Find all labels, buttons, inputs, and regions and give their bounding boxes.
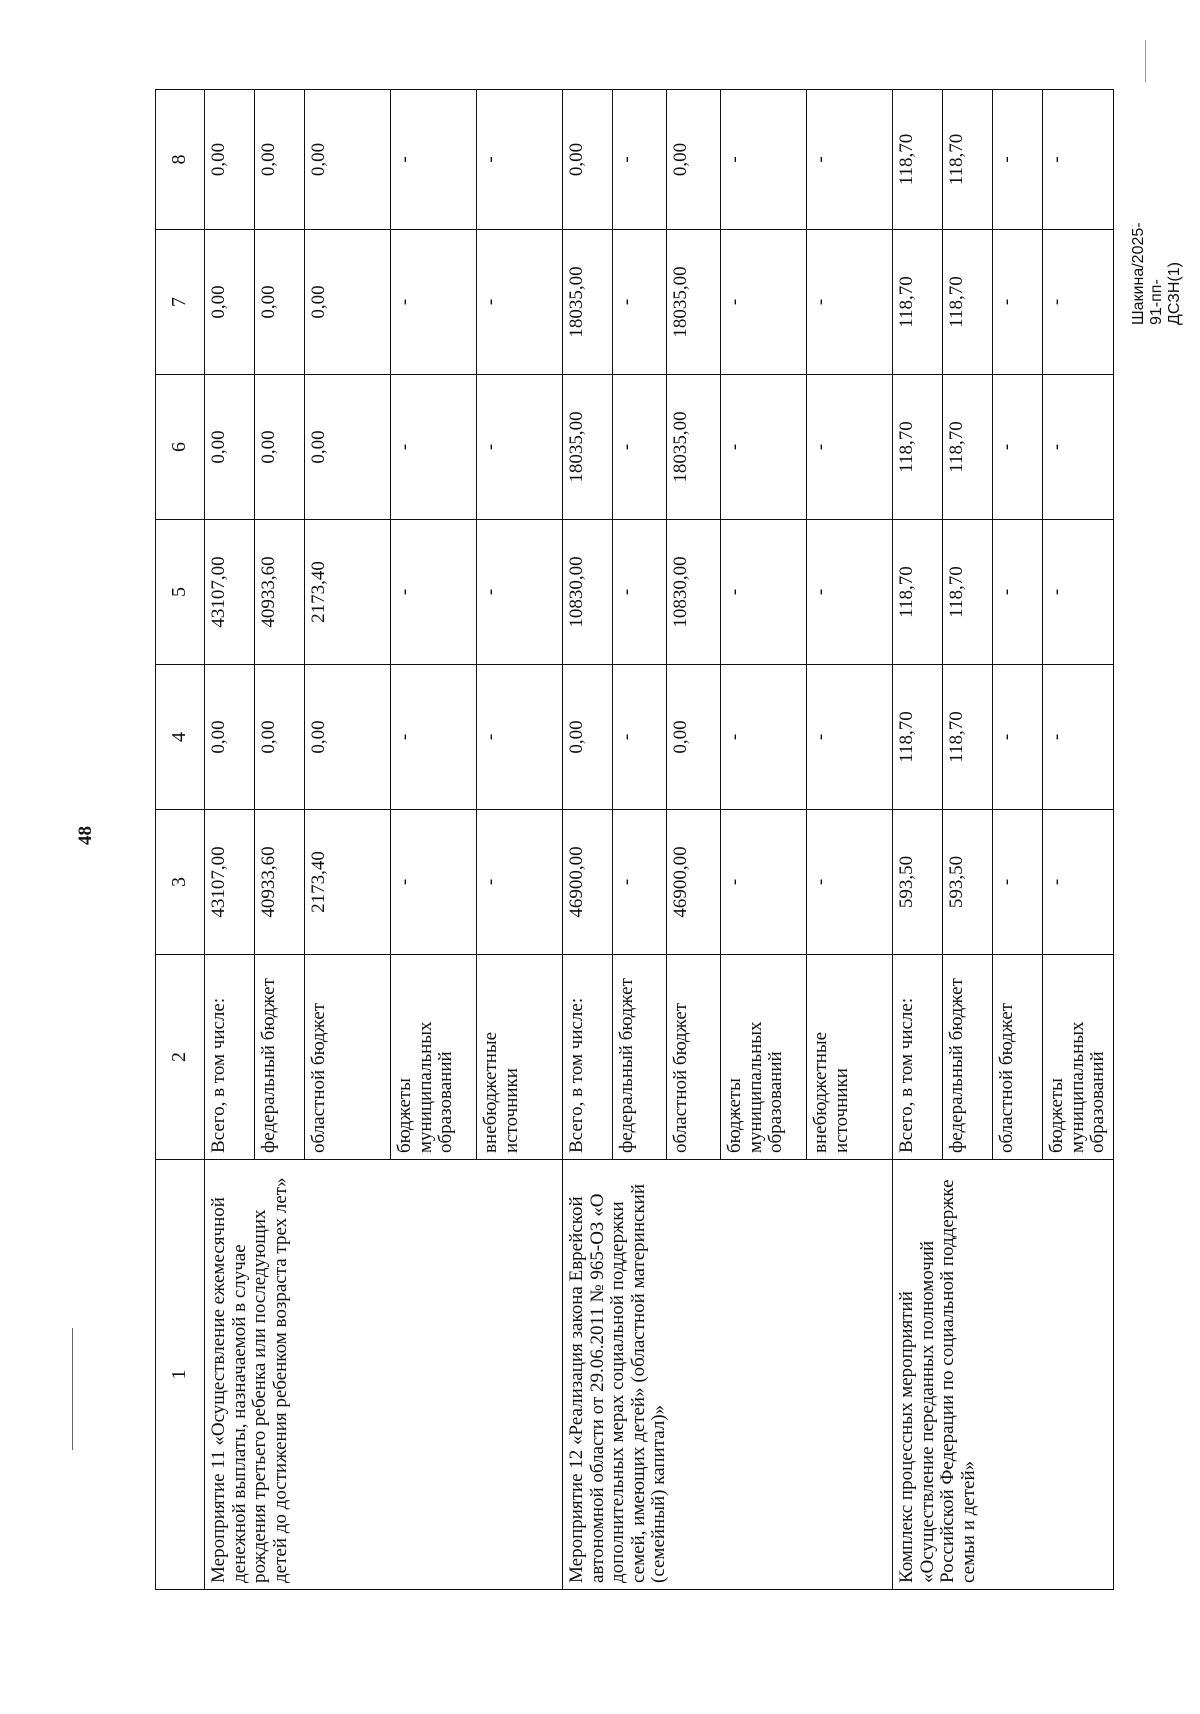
value-cell: 2173,40 <box>305 520 391 665</box>
table-row <box>563 90 613 1590</box>
value-cell: - <box>721 810 807 955</box>
value-cell: 118,70 <box>943 90 993 230</box>
value-cell: 10830,00 <box>667 520 721 665</box>
value-cell: - <box>613 810 667 955</box>
funding-source-cell: бюджеты муниципальных образований <box>1043 955 1114 1160</box>
value-cell: - <box>993 810 1043 955</box>
funding-source-cell: бюджеты муниципальных образований <box>721 955 807 1160</box>
value-cell: 46900,00 <box>563 810 613 955</box>
value-cell: - <box>993 520 1043 665</box>
value-cell: 593,50 <box>943 810 993 955</box>
measure-title-cell: Мероприятие 12 «Реализация закона Еврейской автономной области от 29.06.2011 № 965-ОЗ «О дополнительных мерах социальной поддержки семей, имеющих детей» (областной материнский (семейный) капитал)» <box>563 1160 893 1590</box>
header-cell: 5 <box>156 520 205 665</box>
value-cell: 0,00 <box>667 665 721 810</box>
funding-source-cell: внебюджетные источники <box>807 955 893 1160</box>
funding-source-cell: Всего, в том числе: <box>205 955 255 1160</box>
value-cell: - <box>391 90 477 230</box>
header-cell: 7 <box>156 230 205 375</box>
value-cell: - <box>613 230 667 375</box>
header-cell: 1 <box>156 1160 205 1590</box>
value-cell: 0,00 <box>205 665 255 810</box>
value-cell: - <box>477 520 563 665</box>
value-cell: - <box>477 810 563 955</box>
header-cell: 2 <box>156 955 205 1160</box>
value-cell: 46900,00 <box>667 810 721 955</box>
funding-source-cell: областной бюджет <box>993 955 1043 1160</box>
value-cell: - <box>391 230 477 375</box>
funding-source-cell: областной бюджет <box>305 955 391 1160</box>
value-cell: - <box>477 665 563 810</box>
header-cell: 6 <box>156 375 205 520</box>
scan-artifact-line <box>72 1328 73 1450</box>
header-cell: 3 <box>156 810 205 955</box>
value-cell: 118,70 <box>943 520 993 665</box>
value-cell: - <box>807 90 893 230</box>
value-cell: 0,00 <box>305 230 391 375</box>
value-cell: 43107,00 <box>205 520 255 665</box>
value-cell: 118,70 <box>943 230 993 375</box>
table-header-row <box>156 90 205 1590</box>
value-cell: - <box>721 90 807 230</box>
value-cell: 118,70 <box>893 90 943 230</box>
scan-artifact-line <box>1145 40 1146 82</box>
value-cell: - <box>807 375 893 520</box>
value-cell: 18035,00 <box>563 375 613 520</box>
value-cell: - <box>807 230 893 375</box>
value-cell: - <box>1043 375 1114 520</box>
document-code: Шакина/2025-91-пп-ДСЗН(1) <box>1130 222 1183 325</box>
funding-source-cell: Всего, в том числе: <box>893 955 943 1160</box>
value-cell: - <box>477 375 563 520</box>
table-row <box>893 90 943 1590</box>
table-container <box>155 90 1109 1590</box>
value-cell: - <box>721 665 807 810</box>
value-cell: - <box>1043 520 1114 665</box>
value-cell: - <box>477 90 563 230</box>
funding-source-cell: бюджеты муниципальных образований <box>391 955 477 1160</box>
measure-title-cell: Мероприятие 11 «Осуществление ежемесячной денежной выплаты, назначаемой в случае рождения третьего ребенка или последующих детей до достижения ребенком возраста трех лет» <box>205 1160 563 1590</box>
value-cell: 18035,00 <box>667 375 721 520</box>
value-cell: 40933,60 <box>255 520 305 665</box>
page-number: 48 <box>75 826 96 845</box>
value-cell: 0,00 <box>305 665 391 810</box>
value-cell: - <box>391 375 477 520</box>
funding-source-cell: Всего, в том числе: <box>563 955 613 1160</box>
value-cell: 18035,00 <box>667 230 721 375</box>
header-cell: 4 <box>156 665 205 810</box>
value-cell: - <box>721 230 807 375</box>
funding-source-cell: федеральный бюджет <box>613 955 667 1160</box>
funding-source-cell: федеральный бюджет <box>255 955 305 1160</box>
funding-source-cell: областной бюджет <box>667 955 721 1160</box>
value-cell: 118,70 <box>893 375 943 520</box>
value-cell: - <box>391 665 477 810</box>
value-cell: 118,70 <box>943 375 993 520</box>
value-cell: - <box>613 665 667 810</box>
value-cell: 0,00 <box>205 90 255 230</box>
value-cell: - <box>1043 230 1114 375</box>
value-cell: 593,50 <box>893 810 943 955</box>
value-cell: - <box>477 230 563 375</box>
value-cell: - <box>807 665 893 810</box>
value-cell: - <box>721 375 807 520</box>
value-cell: - <box>391 520 477 665</box>
value-cell: - <box>993 230 1043 375</box>
value-cell: - <box>1043 810 1114 955</box>
value-cell: - <box>807 520 893 665</box>
value-cell: 0,00 <box>205 375 255 520</box>
value-cell: 118,70 <box>893 520 943 665</box>
header-cell: 8 <box>156 90 205 230</box>
value-cell: - <box>993 375 1043 520</box>
value-cell: - <box>1043 665 1114 810</box>
value-cell: - <box>721 520 807 665</box>
value-cell: - <box>1043 90 1114 230</box>
value-cell: - <box>807 810 893 955</box>
value-cell: - <box>993 90 1043 230</box>
value-cell: 0,00 <box>305 90 391 230</box>
value-cell: 0,00 <box>255 375 305 520</box>
value-cell: - <box>613 90 667 230</box>
value-cell: 0,00 <box>667 90 721 230</box>
funding-source-cell: внебюджетные источники <box>477 955 563 1160</box>
value-cell: 0,00 <box>563 90 613 230</box>
measure-title-cell: Комплекс процессных мероприятий «Осуществление переданных полномочий Российской Федерации по социальной поддержке семьи и детей» <box>893 1160 1114 1590</box>
funding-source-cell: федеральный бюджет <box>943 955 993 1160</box>
value-cell: 0,00 <box>255 90 305 230</box>
value-cell: - <box>613 375 667 520</box>
value-cell: 0,00 <box>563 665 613 810</box>
value-cell: 0,00 <box>305 375 391 520</box>
table-row <box>205 90 255 1590</box>
value-cell: 118,70 <box>943 665 993 810</box>
value-cell: 2173,40 <box>305 810 391 955</box>
funding-table <box>155 89 1114 1590</box>
value-cell: 0,00 <box>205 230 255 375</box>
value-cell: - <box>993 665 1043 810</box>
value-cell: 0,00 <box>255 230 305 375</box>
value-cell: 18035,00 <box>563 230 613 375</box>
value-cell: 118,70 <box>893 230 943 375</box>
value-cell: 43107,00 <box>205 810 255 955</box>
value-cell: - <box>613 520 667 665</box>
value-cell: 10830,00 <box>563 520 613 665</box>
value-cell: - <box>391 810 477 955</box>
value-cell: 118,70 <box>893 665 943 810</box>
value-cell: 0,00 <box>255 665 305 810</box>
value-cell: 40933,60 <box>255 810 305 955</box>
